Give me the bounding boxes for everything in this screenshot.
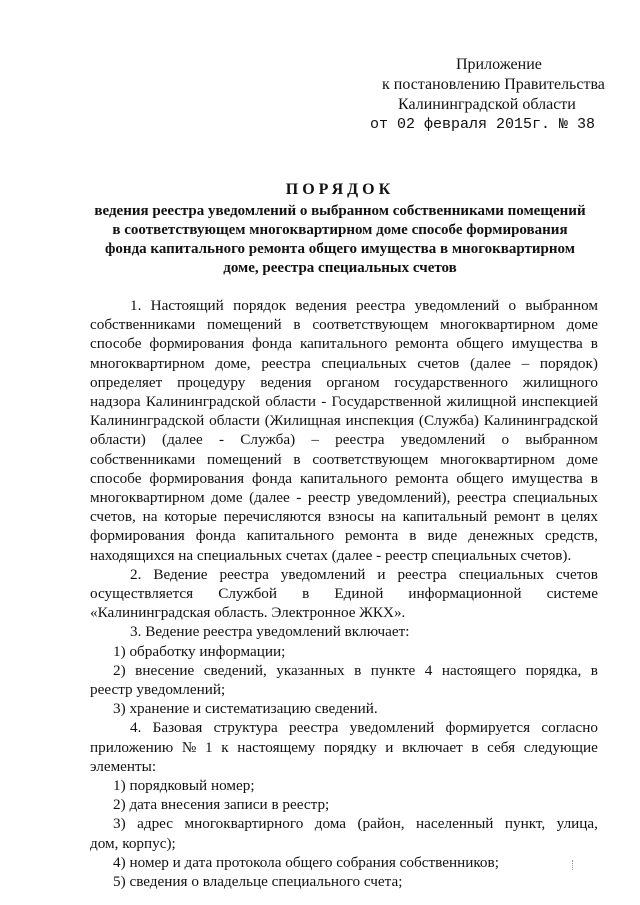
body-line: многоквартирном доме (далее - реестр уведомлений), реестра специальных [90,489,598,507]
document-body [90,296,598,891]
body-line: собственниками помещений в соответствующем многоквартирном доме [90,316,598,334]
body-line: собственниками помещений в соответствующем многоквартирном доме [90,450,598,468]
body-line: 2) дата внесения записи в реестр; [113,796,330,814]
appendix-date-line: от 02 февраля 2015г. № 38 [370,116,596,133]
body-line: 4) номер и дата протокола общего собрания собственников; [113,853,499,871]
body-line: 5) сведения о владельце специального счета; [113,873,403,891]
body-line: Калининградской области (Жилищная инспекция (Служба) Калининградской [90,412,598,430]
body-line: реестр уведомлений; [90,681,226,699]
title-heading: ПОРЯДОК [285,181,395,198]
body-line: приложению № 1 к настоящему порядку и включает в себя следующие [90,738,598,756]
title-subtitle-line: ведения реестра уведомлений о выбранном собственниками помещений [94,203,586,219]
appendix-line-2: к постановлению Правительства [382,76,605,93]
title-subtitle-line: в соответствующем многоквартирном доме способе формирования [112,222,568,238]
body-line: надзора Калининградской области - Государственной жилищной инспекцией [90,393,598,411]
body-line: области) (далее - Служба) – реестра уведомлений о выбранном [90,431,598,449]
body-line: 1. Настоящий порядок ведения реестра уведомлений о выбранном [130,297,598,314]
body-line: 2. Ведение реестра уведомлений и реестра специальных счетов [130,565,598,583]
body-line: 3) хранение и систематизацию сведений. [113,700,378,718]
body-line: формирования фонда капитального ремонта в виде денежных средств, [90,527,598,545]
appendix-line-1: Приложение [456,56,542,73]
body-line: счетов, на которые перечисляются взносы на капитальный ремонт в целях [90,508,598,526]
title-subtitle-line: фонда капитального ремонта общего имущества в многоквартирном [105,241,575,257]
body-line: 1) обработку информации; [113,642,286,660]
body-line: 3. Ведение реестра уведомлений включает: [130,623,410,641]
body-line: способе формирования фонда капитального ремонта общего имущества в [90,335,598,353]
body-line: «Калининградская область. Электронное ЖКХ». [90,604,406,622]
body-line: 1) порядковый номер; [113,777,255,795]
body-line: 2) внесение сведений, указанных в пункте 4 настоящего порядка, в [113,661,598,679]
body-line: элементы: [90,757,157,775]
title-subtitle-line: доме, реестра специальных счетов [223,260,457,276]
document-title [80,180,600,278]
appendix-header [360,55,610,135]
body-line: многоквартирном доме, реестра специальных счетов (далее – порядок) [90,354,598,372]
body-line: 4. Базовая структура реестра уведомлений формируется согласно [130,719,598,737]
body-line: дом, корпус); [90,834,176,852]
body-line: способе формирования фонда капитального ремонта общего имущества в [90,469,598,487]
appendix-line-3: Калининградской области [398,96,576,113]
body-line: определяет процедуру ведения органом государственного жилищного [90,373,598,391]
body-line: 3) адрес многоквартирного дома (район, населенный пункт, улица, [113,815,598,833]
body-line: находящихся на специальных счетах (далее - реестр специальных счетов). [90,546,572,564]
scan-mark [572,860,575,870]
body-line: осуществляется Службой в Единой информационной системе [90,585,598,603]
